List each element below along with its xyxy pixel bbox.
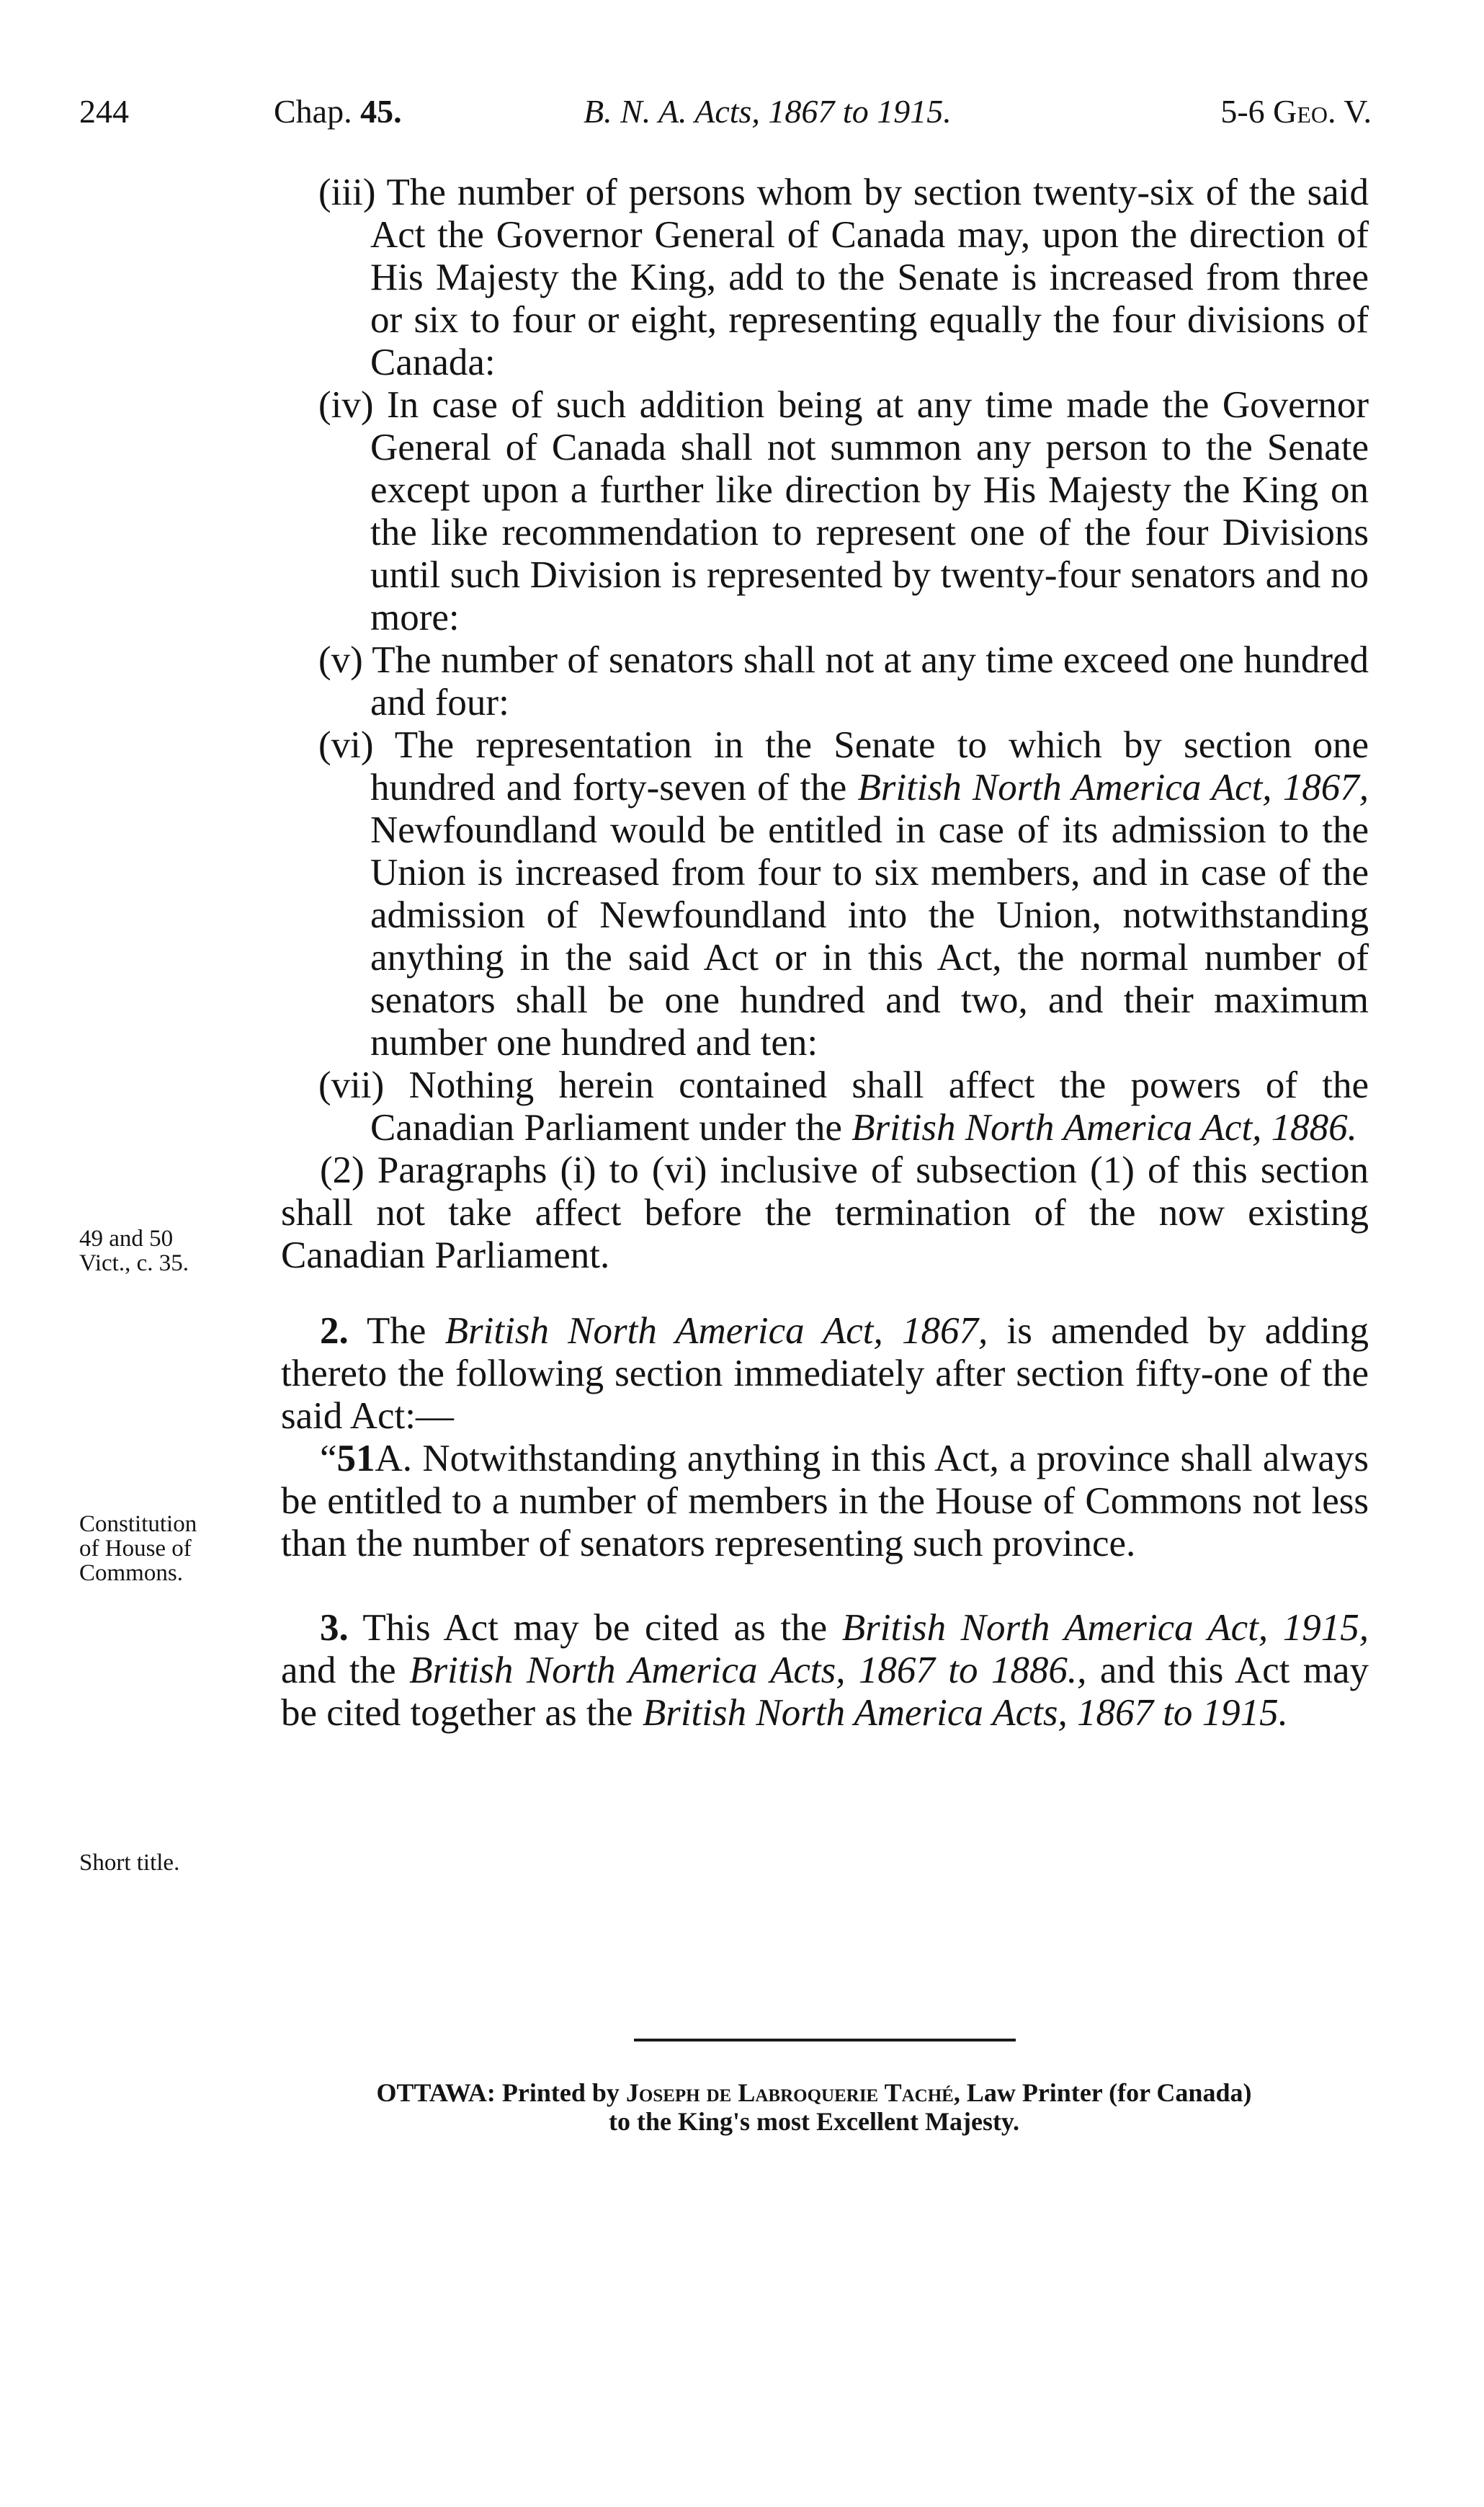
imprint-line1 <box>238 2078 1390 2107</box>
section-text-b: and the <box>281 1649 396 1691</box>
running-header <box>0 92 1484 135</box>
margin-note-constitution-line3: Commons. <box>79 1560 183 1586</box>
chapter-label <box>274 92 402 130</box>
section-text-cont: is amended by adding thereto the following section immediately after section fifty-one of the said Act:— <box>281 1310 1369 1437</box>
quote-open: “ <box>320 1438 337 1479</box>
printer-name: Joseph de Labroquerie Taché, <box>625 2078 960 2107</box>
paragraph-label: (iii) <box>318 172 376 213</box>
margin-note-vict <box>79 1226 189 1275</box>
printer-imprint <box>238 2078 1390 2136</box>
quote-section-suffix: A. <box>375 1438 413 1479</box>
section-text: This Act may be cited as the <box>362 1607 828 1649</box>
act-citation-collective: British North America Acts, 1867 to 1915. <box>642 1692 1288 1734</box>
section-3 <box>281 1607 1369 1735</box>
reign-label: 5-6 Geo. V. <box>1220 93 1372 130</box>
paragraph-vii <box>281 1064 1369 1149</box>
closing-rule <box>634 2039 1016 2041</box>
section-number: 3. <box>320 1607 349 1649</box>
imprint-line2: to the King's most Excellent Majesty. <box>609 2107 1019 2136</box>
quoted-section-51a <box>281 1438 1369 1565</box>
paragraph-text: The number of senators shall not at any time exceed one hundred and four: <box>370 639 1369 723</box>
section-text-c: and this Act may be cited together as the <box>281 1649 1369 1734</box>
paragraph-iv <box>281 384 1369 639</box>
paragraph-vi <box>281 724 1369 1064</box>
margin-note-constitution-line2: of House of <box>79 1536 192 1562</box>
margin-note-vict-line2: Vict., c. 35. <box>79 1250 189 1276</box>
paragraph-label: (iv) <box>318 384 374 426</box>
margin-note-constitution <box>79 1512 197 1585</box>
act-title: B. N. A. Acts, 1867 to 1915. <box>584 93 952 130</box>
paragraph-text-cont: Newfoundland would be entitled in case of its admission to the Union is increased from four to six members, and in case of the admission of Newfoundland into the Union, notwithstanding anything in the said Act or in this Act, the normal number of senators shall be one hundred and two, and their maximum number one hundred and ten: <box>370 809 1369 1064</box>
paragraph-iii <box>281 172 1369 384</box>
margin-note-constitution-line1: Constitution <box>79 1511 197 1537</box>
act-citation: British North America Act, 1867, <box>444 1310 988 1352</box>
imprint-text-a: OTTAWA: Printed by <box>376 2078 620 2107</box>
imprint-text-b: Law Printer (for Canada) <box>966 2078 1252 2107</box>
act-citation: British North America Act, 1886. <box>851 1107 1357 1149</box>
paragraph-text: The number of persons whom by section twenty-six of the said Act the Governor General of Canada may, upon the direction of His Majesty the King, add to the Senate is increased from three or six to four or eight, representing equally the four divisions of Canada: <box>370 172 1369 383</box>
paragraph-text: The representation in the Senate to which by section one hundred and forty-seven of the <box>370 724 1369 809</box>
paragraph-label: (vi) <box>318 724 374 766</box>
paragraph-text: In case of such addition being at any time made the Governor General of Canada shall not summon any person to the Senate except upon a further like direction by His Majesty the King on the like recommendation to represent one of the four Divisions until such Division is represented by twenty-four senators and no more: <box>370 384 1369 638</box>
margin-note-short-title <box>79 1851 179 1875</box>
subsection-2: (2) Paragraphs (i) to (vi) inclusive of subsection (1) of this section shall not take affect before the termination of the now existing Canadian Parliament. <box>281 1149 1369 1276</box>
section-2 <box>281 1310 1369 1438</box>
section-text: The <box>367 1310 426 1352</box>
body-text <box>281 172 1369 1735</box>
chapter-prefix: Chap. <box>274 93 352 130</box>
margin-note-short-title-text: Short title. <box>79 1850 180 1876</box>
page-number: 244 <box>79 93 129 130</box>
paragraph-v <box>281 639 1369 724</box>
act-citation-1886: British North America Acts, 1867 to 1886., <box>409 1649 1087 1691</box>
act-citation: British North America Act, 1867, <box>857 767 1369 809</box>
paragraph-label: (vii) <box>318 1064 385 1106</box>
chapter-number: 45. <box>360 93 402 130</box>
paragraph-label: (v) <box>318 639 363 681</box>
section-number: 2. <box>320 1310 349 1352</box>
quote-section-number: 51 <box>336 1438 375 1479</box>
quote-text: Notwithstanding anything in this Act, a province shall always be entitled to a number of members in the House of Commons not less than the number of senators representing such province. <box>281 1438 1369 1564</box>
margin-note-vict-line1: 49 and 50 <box>79 1226 174 1252</box>
act-citation-1915: British North America Act, 1915, <box>841 1607 1369 1649</box>
paragraph-text: Nothing herein contained shall affect the powers of the Canadian Parliament under the <box>370 1064 1369 1149</box>
